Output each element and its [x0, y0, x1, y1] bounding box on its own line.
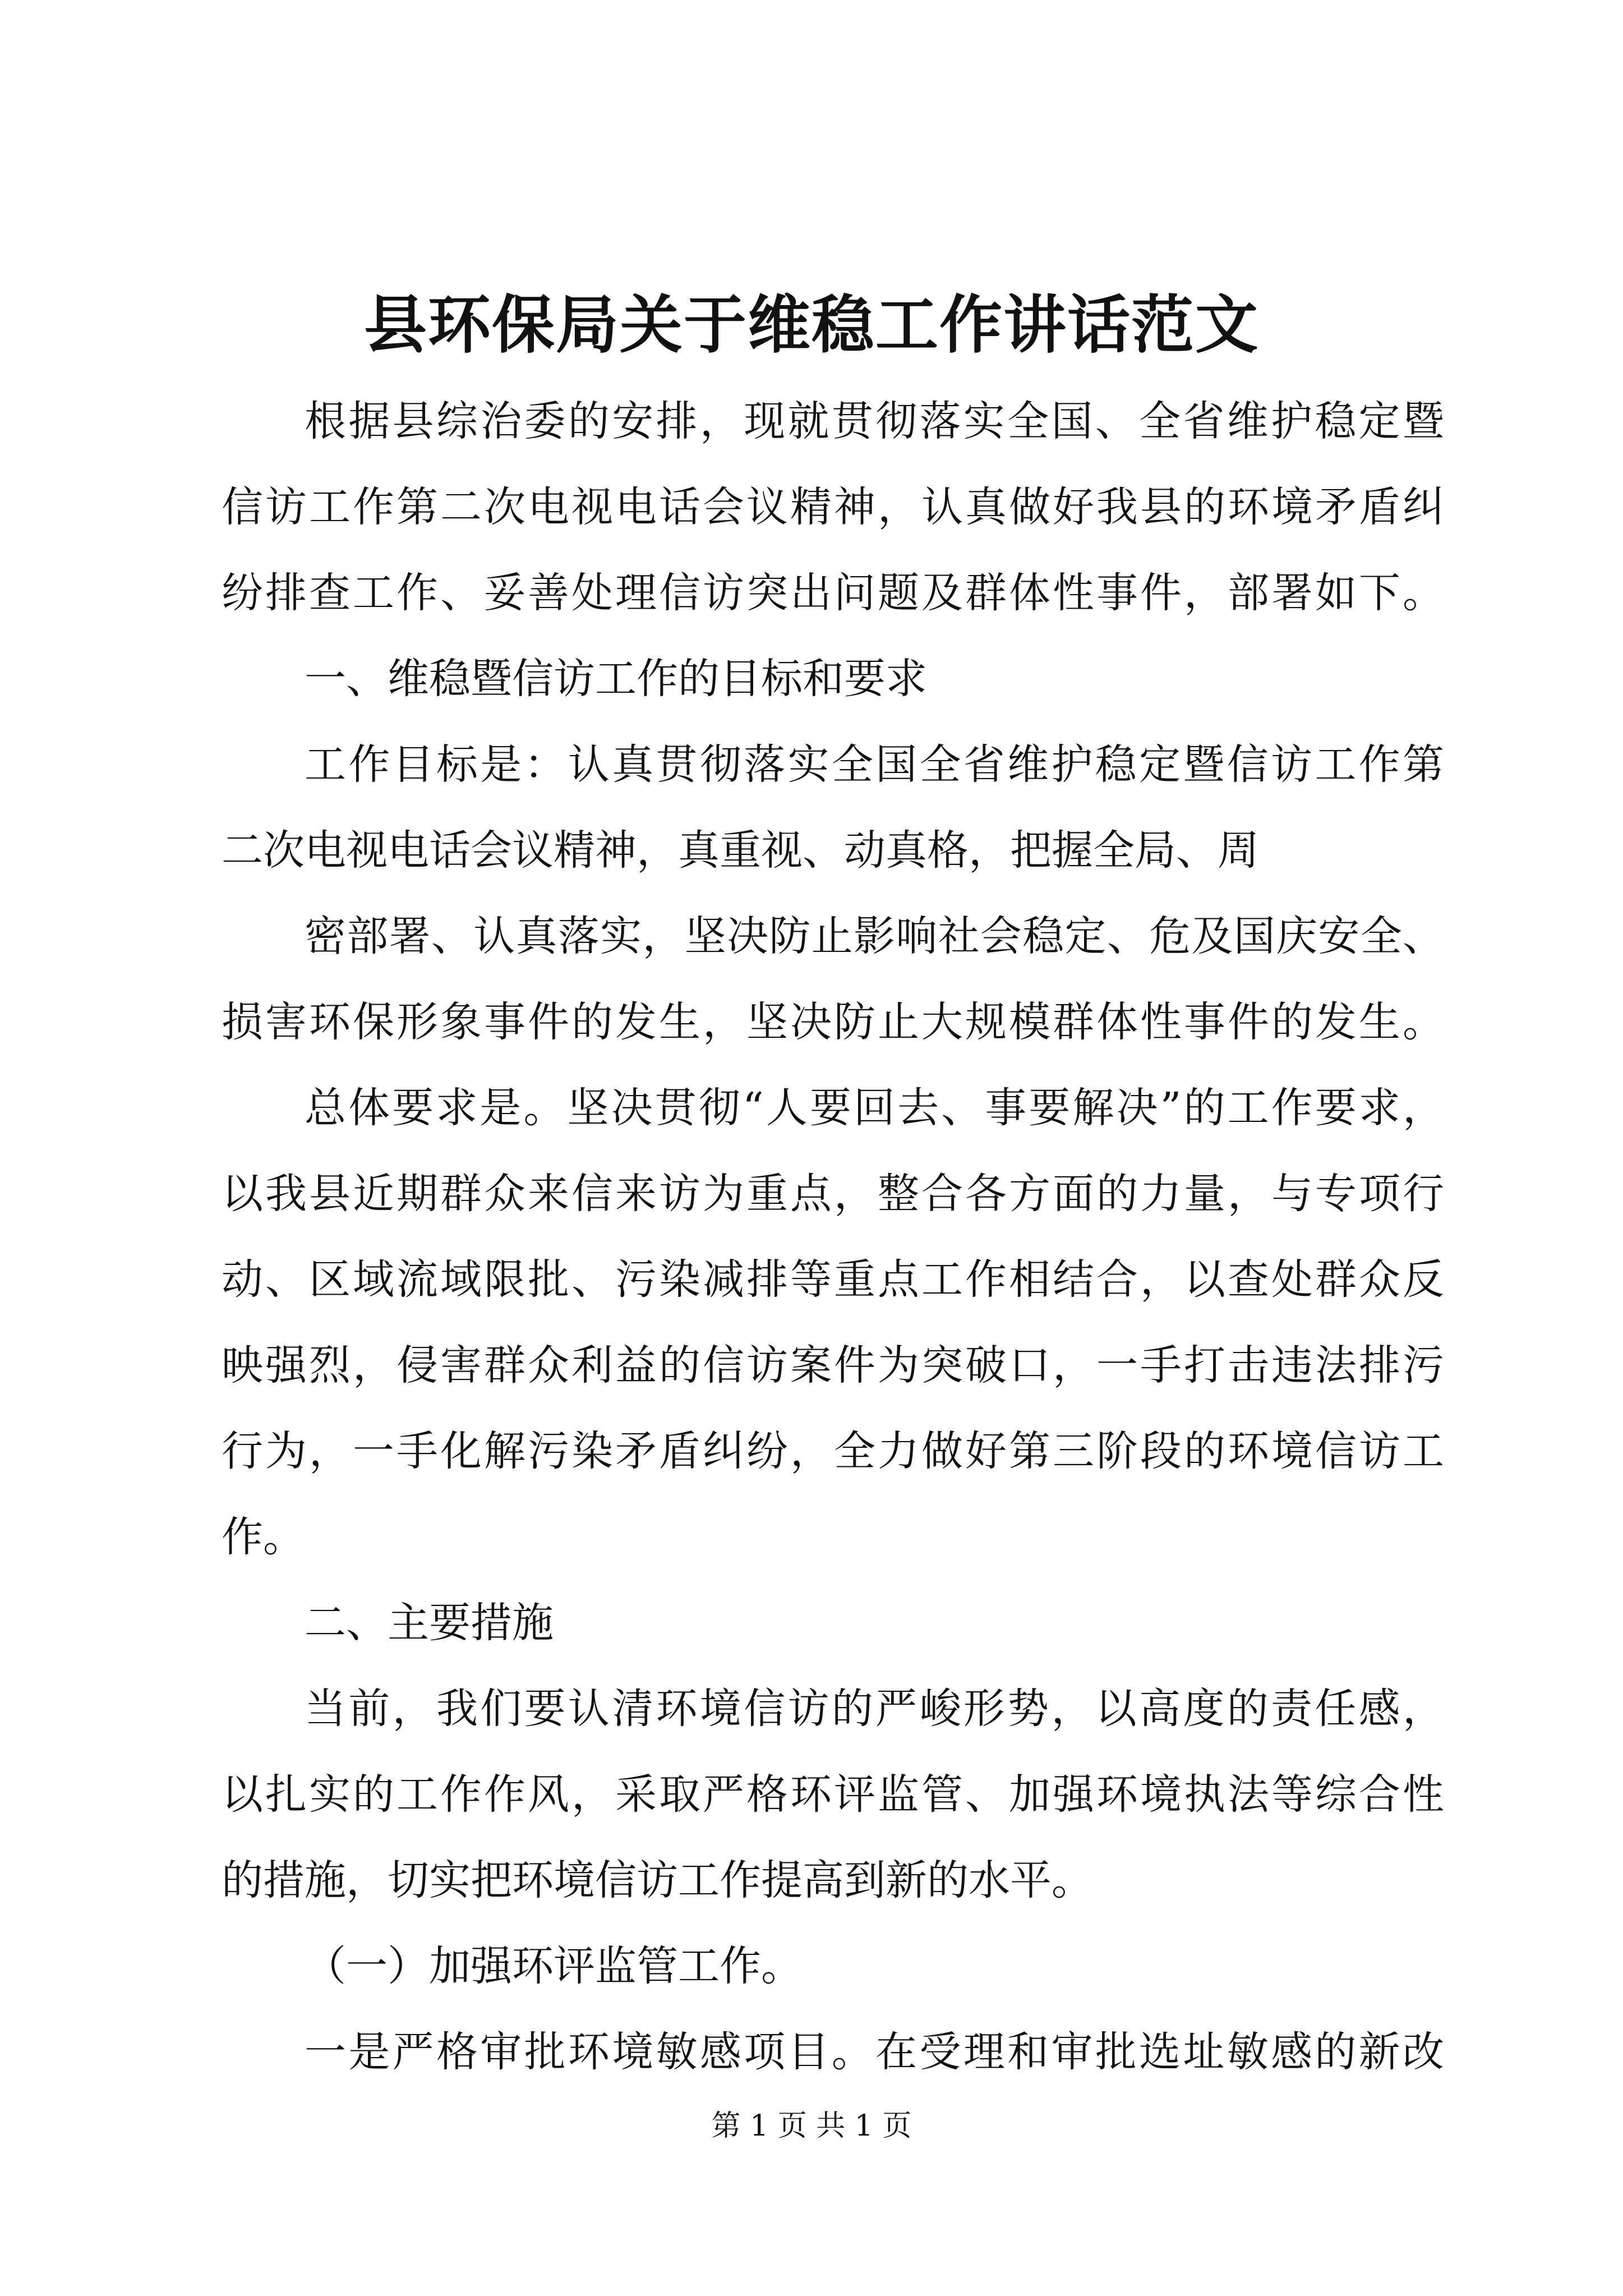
body-line: 一是严格审批环境敏感项目。在受理和审批选址敏感的新改: [305, 2028, 1444, 2076]
subsection-heading: （一）加强环评监管工作。: [305, 1942, 803, 1990]
body-line: 的措施，切实把环境信访工作提高到新的水平。: [222, 1856, 1093, 1904]
body-line: 二次电视电话会议精神，真重视、动真格，把握全局、周: [222, 826, 1259, 875]
body-line: 作。: [222, 1513, 305, 1561]
body-line: 密部署、认真落实，坚决防止影响社会稳定、危及国庆安全、: [305, 912, 1444, 960]
body-line: 纷排查工作、妥善处理信访突出问题及群体性事件，部署如下。: [222, 569, 1444, 617]
body-line: 动、区域流域限批、污染减排等重点工作相结合，以查处群众反: [222, 1255, 1444, 1304]
body-line: 以我县近期群众来信来访为重点，整合各方面的力量，与专项行: [222, 1170, 1444, 1218]
document-body: [222, 379, 1444, 2095]
body-line: 行为，一手化解污染矛盾纠纷，全力做好第三阶段的环境信访工: [222, 1427, 1444, 1475]
body-line: 映强烈，侵害群众利益的信访案件为突破口，一手打击违法排污: [222, 1341, 1444, 1389]
section-heading: 二、主要措施: [305, 1599, 554, 1647]
body-line: 信访工作第二次电视电话会议精神，认真做好我县的环境矛盾纠: [222, 483, 1444, 531]
body-line: 工作目标是：认真贯彻落实全国全省维护稳定暨信访工作第: [305, 740, 1444, 789]
body-line: 损害环保形象事件的发生，坚决防止大规模群体性事件的发生。: [222, 998, 1444, 1046]
body-line: 当前，我们要认清环境信访的严峻形势，以高度的责任感，: [305, 1685, 1444, 1733]
section-heading: 一、维稳暨信访工作的目标和要求: [305, 655, 927, 703]
page-footer: 第 1 页 共 1 页: [711, 2109, 912, 2143]
body-line: 根据县综治委的安排，现就贯彻落实全国、全省维护稳定暨: [305, 397, 1444, 445]
document-title: 县环保局关于维稳工作讲话范文: [364, 288, 1259, 362]
body-line: 以扎实的工作作风，采取严格环评监管、加强环境执法等综合性: [222, 1770, 1444, 1819]
body-line: 总体要求是。坚决贯彻“人要回去、事要解决”的工作要求，: [305, 1084, 1444, 1132]
